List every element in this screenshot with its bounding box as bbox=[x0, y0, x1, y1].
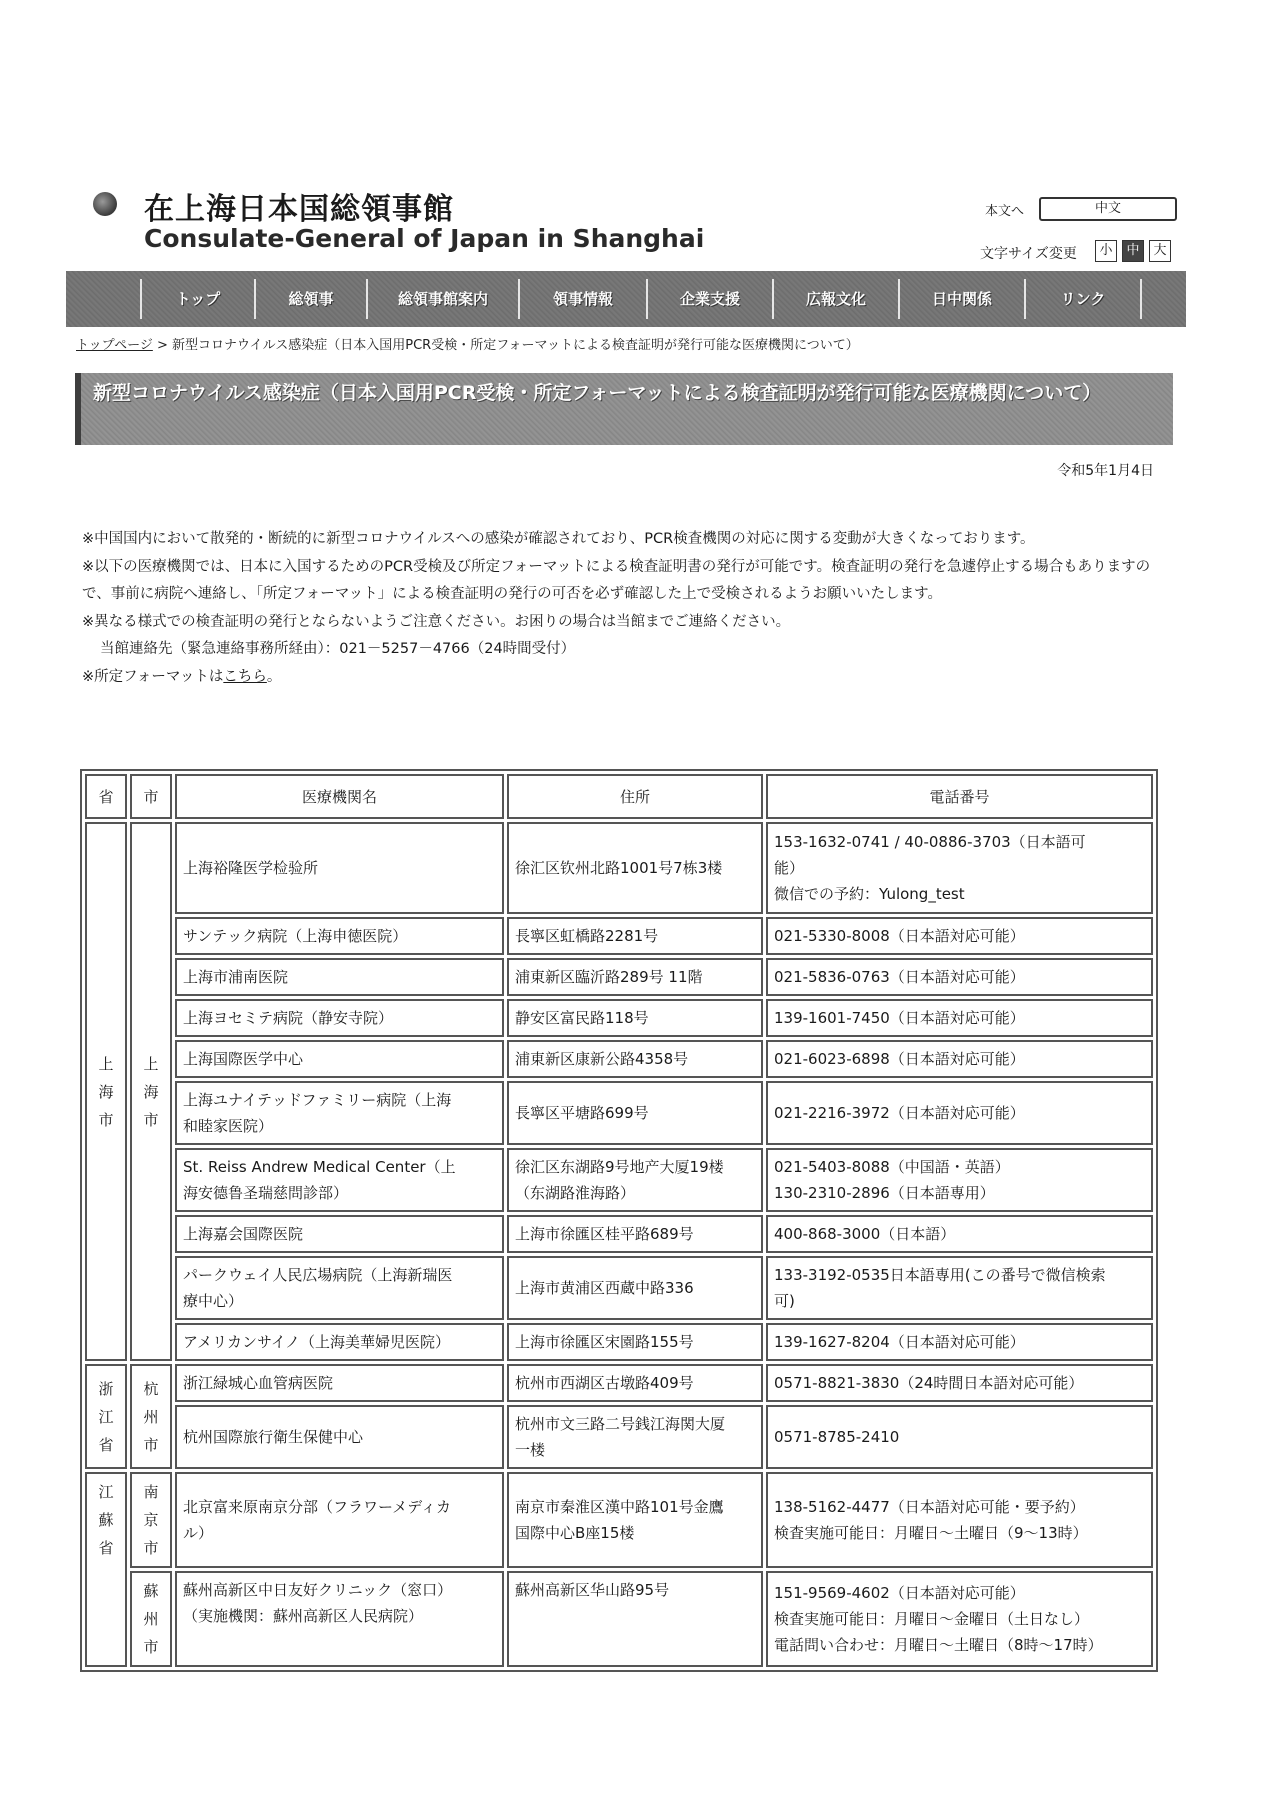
facility-address-line: 長寧区平塘路699号 bbox=[515, 1104, 649, 1122]
table-row bbox=[85, 822, 1153, 914]
note-format-link-line: ※所定フォーマットはこちら。 bbox=[82, 668, 282, 685]
facility-phone bbox=[766, 822, 1153, 914]
facility-name bbox=[175, 999, 504, 1037]
facility-name-line: 上海嘉会国際医院 bbox=[183, 1225, 304, 1243]
facility-phone-line: 139-1601-7450（日本語対応可能） bbox=[774, 1009, 1025, 1027]
facility-phone bbox=[766, 1148, 1153, 1212]
table-header-row bbox=[85, 774, 1153, 819]
facility-address bbox=[507, 1215, 763, 1253]
facility-name-line: 上海国際医学中心 bbox=[183, 1050, 304, 1068]
header-address: 住所 bbox=[507, 774, 763, 819]
facility-phone bbox=[766, 1040, 1153, 1078]
breadcrumb bbox=[76, 334, 859, 353]
nav-consulate-info[interactable]: 総領事館案内 bbox=[366, 279, 518, 319]
facility-address-line: 杭州市文三路二号銭江海関大厦 bbox=[515, 1415, 726, 1433]
note-outbreak: ※中国国内において散発的・断続的に新型コロナウイルスへの感染が確認されており、PCR検査機関の対応に関する変動が大きくなっております。 bbox=[82, 531, 1035, 547]
facility-phone-line: 139-1627-8204（日本語対応可能） bbox=[774, 1333, 1025, 1351]
main-nav bbox=[66, 271, 1186, 327]
publish-date: 令和5年1月4日 bbox=[1057, 463, 1154, 479]
table-row bbox=[85, 1040, 1153, 1078]
table-row bbox=[85, 1148, 1153, 1212]
facility-name bbox=[175, 1256, 504, 1320]
site-title-en[interactable]: Consulate-General of Japan in Shanghai bbox=[144, 224, 705, 253]
city-nanjing: 南 京 市 bbox=[130, 1472, 172, 1568]
fontsize-medium-button[interactable]: 中 bbox=[1122, 240, 1144, 262]
facility-name-line: （実施機関：蘇州高新区人民病院） bbox=[183, 1607, 424, 1625]
table-row bbox=[85, 1323, 1153, 1361]
consulate-logo-icon bbox=[93, 192, 117, 216]
facility-phone-line: 電話問い合わせ：月曜日～土曜日（8時～17時） bbox=[774, 1636, 1103, 1654]
facility-name-line: 杭州国際旅行衛生保健中心 bbox=[183, 1428, 364, 1446]
facility-name-line: 上海ユナイテッドファミリー病院（上海 bbox=[183, 1091, 452, 1109]
language-switch-button[interactable]: 中文 bbox=[1039, 197, 1177, 221]
facility-name bbox=[175, 1040, 504, 1078]
city-suzhou: 蘇 州 市 bbox=[130, 1571, 172, 1667]
facility-name bbox=[175, 1215, 504, 1253]
table-row bbox=[85, 917, 1153, 955]
facility-name bbox=[175, 1405, 504, 1469]
facility-address bbox=[507, 1571, 763, 1667]
facility-name-line: 上海裕隆医学检验所 bbox=[183, 859, 319, 877]
facility-phone bbox=[766, 1364, 1153, 1402]
facility-phone bbox=[766, 1405, 1153, 1469]
facility-phone bbox=[766, 1323, 1153, 1361]
city-hangzhou: 杭 州 市 bbox=[130, 1364, 172, 1469]
page-title: 新型コロナウイルス感染症（日本入国用PCR受検・所定フォーマットによる検査証明が発行可能な医療機関について） bbox=[75, 373, 1173, 445]
facility-name-line: 上海ヨセミテ病院（静安寺院） bbox=[183, 1009, 394, 1027]
notes-section bbox=[82, 526, 1162, 691]
facility-address-line: 長寧区虹橋路2281号 bbox=[515, 927, 659, 945]
nav-top[interactable]: トップ bbox=[140, 279, 254, 319]
facility-name bbox=[175, 917, 504, 955]
facility-phone-line: 021-5836-0763（日本語対応可能） bbox=[774, 968, 1025, 986]
note-format-caution: ※異なる様式での検査証明の発行とならないようご注意ください。お困りの場合は当館までご連絡ください。 bbox=[82, 613, 791, 630]
table-row bbox=[85, 1215, 1153, 1253]
facility-address bbox=[507, 1405, 763, 1469]
note-facilities: ※以下の医療機関では、日本に入国するためのPCR受検及び所定フォーマットによる検査証明書の発行が可能です。検査証明の発行を急遽停止する場合もありますので、事前に病院へ連絡し、「所定フォーマット」による検査証明の発行の可否を必ず確認した上で受検されるようお願いいたします。 bbox=[82, 558, 1151, 602]
facility-address-line: 上海市黄浦区西蔵中路336 bbox=[515, 1279, 694, 1297]
facilities-table bbox=[80, 769, 1158, 1672]
nav-consul-general[interactable]: 総領事 bbox=[254, 279, 366, 319]
facility-name-line: 和睦家医院） bbox=[183, 1117, 274, 1135]
skip-to-content-link[interactable]: 本文へ bbox=[985, 204, 1025, 219]
facility-phone-line: 130-2310-2896（日本語専用） bbox=[774, 1184, 995, 1202]
province-shanghai: 上 海 市 bbox=[85, 822, 127, 1361]
facility-address-line: 南京市秦淮区漢中路101号金鷹 bbox=[515, 1498, 724, 1516]
table-row bbox=[85, 999, 1153, 1037]
consulate-contact: 当館連絡先（緊急連絡事務所経由）：021－5257－4766（24時間受付） bbox=[100, 641, 576, 657]
breadcrumb-current: 新型コロナウイルス感染症（日本入国用PCR受検・所定フォーマットによる検査証明が発行可能な医療機関について） bbox=[172, 338, 859, 353]
facility-name bbox=[175, 1148, 504, 1212]
facility-address-line: 上海市徐匯区宋園路155号 bbox=[515, 1333, 694, 1351]
facility-address-line: 杭州市西湖区古墩路409号 bbox=[515, 1374, 694, 1392]
table-row bbox=[85, 1081, 1153, 1145]
facility-address bbox=[507, 1364, 763, 1402]
facility-name bbox=[175, 1364, 504, 1402]
facility-address-line: 国際中心B座15楼 bbox=[515, 1524, 635, 1542]
site-title-ja[interactable]: 在上海日本国総領事館 bbox=[144, 192, 454, 227]
facility-address bbox=[507, 999, 763, 1037]
header-phone: 電話番号 bbox=[766, 774, 1153, 819]
table-row bbox=[85, 958, 1153, 996]
table-row bbox=[85, 1256, 1153, 1320]
facility-address-line: 浦東新区康新公路4358号 bbox=[515, 1050, 689, 1068]
facility-name-line: 蘇州高新区中日友好クリニック（窓口） bbox=[183, 1581, 453, 1599]
facility-address bbox=[507, 1148, 763, 1212]
facility-address-line: 上海市徐匯区桂平路689号 bbox=[515, 1225, 694, 1243]
facility-address-line: 浦東新区臨沂路289号 11階 bbox=[515, 968, 703, 986]
nav-culture[interactable]: 広報文化 bbox=[772, 279, 898, 319]
facility-name bbox=[175, 958, 504, 996]
facility-name-line: サンテック病院（上海申徳医院） bbox=[183, 927, 408, 945]
facility-phone-line: 400-868-3000（日本語） bbox=[774, 1225, 956, 1243]
breadcrumb-separator: > bbox=[156, 338, 168, 353]
facility-address-line: 静安区富民路118号 bbox=[515, 1009, 649, 1027]
facility-name-line: 北京富来原南京分部（フラワーメディカ bbox=[183, 1498, 452, 1516]
facility-name-line: 上海市浦南医院 bbox=[183, 968, 289, 986]
facility-phone-line: 0571-8821-3830（24時間日本語対応可能） bbox=[774, 1374, 1084, 1392]
facility-name-line: パークウェイ人民広場病院（上海新瑞医 bbox=[183, 1266, 453, 1284]
table-row bbox=[85, 1405, 1153, 1469]
province-jiangsu: 江 蘇 省 bbox=[85, 1472, 127, 1667]
facility-phone-line: 153-1632-0741 / 40-0886-3703（日本語可 bbox=[774, 833, 1086, 851]
fontsize-large-button[interactable]: 大 bbox=[1149, 240, 1171, 262]
facility-name-line: 療中心） bbox=[183, 1292, 244, 1310]
facility-address bbox=[507, 1081, 763, 1145]
facility-address bbox=[507, 1323, 763, 1361]
facility-phone bbox=[766, 917, 1153, 955]
header-province: 省 bbox=[85, 774, 127, 819]
facility-name-line: 浙江緑城心血管病医院 bbox=[183, 1374, 334, 1392]
facility-phone bbox=[766, 1081, 1153, 1145]
facility-address bbox=[507, 917, 763, 955]
facility-name bbox=[175, 1571, 504, 1667]
facility-address-line: （东湖路淮海路） bbox=[515, 1184, 636, 1202]
city-shanghai: 上 海 市 bbox=[130, 822, 172, 1361]
facility-phone-line: 138-5162-4477（日本語対応可能・要予約） bbox=[774, 1498, 1085, 1516]
facility-phone-line: 021-5403-8088（中国語・英語） bbox=[774, 1158, 1010, 1176]
facility-address bbox=[507, 1040, 763, 1078]
facility-phone bbox=[766, 1472, 1153, 1568]
facility-phone-line: 0571-8785-2410 bbox=[774, 1428, 900, 1446]
facility-name-line: St. Reiss Andrew Medical Center（上 bbox=[183, 1158, 456, 1176]
facility-phone-line: 021-6023-6898（日本語対応可能） bbox=[774, 1050, 1025, 1068]
facility-phone bbox=[766, 999, 1153, 1037]
fontsize-small-button[interactable]: 小 bbox=[1095, 240, 1117, 262]
facility-address-line: 一楼 bbox=[515, 1441, 546, 1459]
facility-name-line: アメリカンサイノ（上海美華婦児医院） bbox=[183, 1333, 451, 1351]
nav-business-support[interactable]: 企業支援 bbox=[646, 279, 772, 319]
facility-address-line: 徐汇区东湖路9号地产大厦19楼 bbox=[515, 1158, 724, 1176]
facility-phone bbox=[766, 1256, 1153, 1320]
facility-name bbox=[175, 1472, 504, 1568]
header-facility-name: 医療機関名 bbox=[175, 774, 504, 819]
nav-japan-china[interactable]: 日中関係 bbox=[898, 279, 1024, 319]
breadcrumb-home-link[interactable]: トップページ bbox=[76, 338, 153, 353]
table-row bbox=[85, 1364, 1153, 1402]
header-city: 市 bbox=[130, 774, 172, 819]
facility-address-line: 徐汇区钦州北路1001号7栋3楼 bbox=[515, 859, 723, 877]
facility-phone bbox=[766, 958, 1153, 996]
province-zhejiang: 浙 江 省 bbox=[85, 1364, 127, 1469]
facility-phone-line: 能） bbox=[774, 859, 805, 877]
page-bottom-margin bbox=[0, 1672, 1280, 1810]
facility-phone-line: 検査実施可能日：月曜日～土曜日（9～13時） bbox=[774, 1524, 1088, 1542]
facility-phone-line: 微信での予約：Yulong_test bbox=[774, 885, 965, 903]
nav-consular-info[interactable]: 領事情報 bbox=[518, 279, 646, 319]
facility-address bbox=[507, 958, 763, 996]
facility-address bbox=[507, 822, 763, 914]
nav-links[interactable]: リンク bbox=[1024, 279, 1142, 319]
facility-address bbox=[507, 1472, 763, 1568]
facility-phone-line: 可) bbox=[774, 1292, 795, 1310]
facility-name bbox=[175, 1323, 504, 1361]
facility-address-line: 蘇州高新区华山路95号 bbox=[515, 1581, 670, 1599]
fontsize-label: 文字サイズ変更 bbox=[980, 246, 1077, 262]
facility-phone bbox=[766, 1571, 1153, 1667]
facility-phone-line: 151-9569-4602（日本語対応可能） bbox=[774, 1584, 1025, 1602]
facility-name-line: ル） bbox=[183, 1524, 214, 1542]
facility-name bbox=[175, 822, 504, 914]
facility-phone bbox=[766, 1215, 1153, 1253]
facility-phone-line: 133-3192-0535日本語専用(この番号で微信検索 bbox=[774, 1266, 1106, 1284]
format-download-link[interactable]: こちら bbox=[223, 668, 267, 685]
facility-name-line: 海安德鲁圣瑞慈問診部） bbox=[183, 1184, 349, 1202]
facility-phone-line: 021-2216-3972（日本語対応可能） bbox=[774, 1104, 1025, 1122]
facility-phone-line: 検査実施可能日：月曜日～金曜日（土日なし） bbox=[774, 1610, 1090, 1628]
table-row bbox=[85, 1472, 1153, 1568]
facility-address bbox=[507, 1256, 763, 1320]
facility-phone-line: 021-5330-8008（日本語対応可能） bbox=[774, 927, 1025, 945]
facility-name bbox=[175, 1081, 504, 1145]
table-row bbox=[85, 1571, 1153, 1667]
